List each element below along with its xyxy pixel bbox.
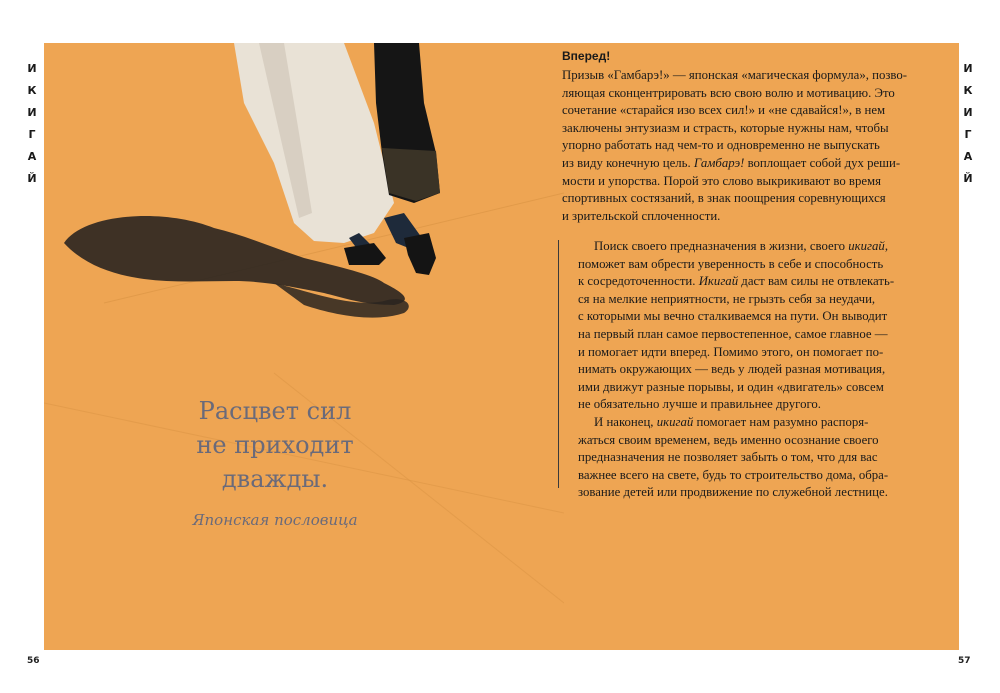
- text-line: [578, 467, 944, 485]
- quote-source: Японская пословица: [192, 511, 358, 529]
- text-line: мости и упорства. Порой это слово выкрикивают во время: [562, 173, 882, 188]
- text-run: к сосредоточенности.: [578, 274, 699, 289]
- italic-term: икигай: [656, 414, 694, 429]
- text-run: не обязательно лучше и правильнее другого.: [578, 397, 821, 412]
- italic-term: Гамбарэ!: [693, 155, 745, 170]
- text-line: Призыв «Гамбарэ!» — японская «магическая формула», позво-: [562, 68, 908, 82]
- header-letter: Г: [964, 128, 972, 141]
- running-header-left: [22, 58, 42, 190]
- text-line: [578, 396, 944, 414]
- text-run: важнее всего на свете, будь то строительство дома, обра-: [578, 467, 889, 482]
- text-line: упорно работать над чем-то и одновременно не выпускать: [562, 138, 880, 153]
- quote-line: Расцвет сил: [198, 397, 352, 425]
- italic-term: Икигай: [698, 274, 739, 289]
- text-run: ими движут разные порывы, и один «двигатель» совсем: [578, 379, 884, 394]
- text-line: [578, 256, 944, 274]
- header-letter: К: [27, 84, 37, 97]
- text-run: зование детей или продвижение по служебной лестнице.: [578, 485, 888, 500]
- text-line: [578, 361, 944, 379]
- text-line: [562, 155, 944, 173]
- text-run: И наконец,: [594, 414, 657, 429]
- vertical-rule: [558, 240, 559, 488]
- section-title: Вперед!: [562, 49, 611, 63]
- header-letter: Г: [28, 128, 36, 141]
- text-run: и помогает идти вперед. Помимо этого, он помогает по-: [578, 344, 884, 359]
- section-paragraph: [562, 67, 944, 225]
- text-line: [578, 291, 944, 309]
- body-paragraph-2: [578, 414, 944, 502]
- epigraph-quote: [160, 394, 390, 530]
- text-line: заключены энтузиазм и страсть, которые нужны нам, чтобы: [562, 120, 889, 135]
- body-text: [578, 238, 944, 502]
- text-line: и зрительской сплоченности.: [562, 208, 721, 223]
- italic-term: икигай: [848, 239, 885, 253]
- text-run: поможет вам обрести уверенность в себе и способность: [578, 256, 884, 271]
- header-letter: А: [963, 150, 973, 163]
- text-run: на первый план самое первостепенное, самое главное —: [578, 326, 888, 341]
- quote-line: не приходит: [196, 431, 354, 459]
- walking-person-photo: [44, 43, 564, 650]
- header-letter: И: [27, 106, 37, 119]
- text-line: [578, 238, 944, 256]
- header-letter: И: [27, 62, 37, 75]
- text-run: с которыми мы вечно сталкиваемся на пути. Он выводит: [578, 309, 888, 324]
- page-number-left: 56: [27, 656, 40, 666]
- text-line: [578, 432, 944, 450]
- text-run: Поиск своего предназначения в жизни, своего: [594, 239, 849, 253]
- header-letter: Й: [963, 172, 973, 185]
- text-run: из виду конечную цель.: [562, 155, 691, 170]
- page-number-right: 57: [958, 656, 971, 666]
- header-letter: Й: [27, 172, 37, 185]
- text-line: ляющая сконцентрировать всю свою волю и мотивацию. Это: [562, 85, 895, 100]
- text-line: [578, 484, 944, 502]
- text-run: нимать окружающих — ведь у людей разная мотивация,: [578, 362, 886, 377]
- text-line: [578, 449, 944, 467]
- text-run: ,: [884, 239, 889, 253]
- header-letter: И: [963, 106, 973, 119]
- text-line: [578, 308, 944, 326]
- body-paragraph-1: [578, 238, 944, 414]
- text-run: ся на мелкие неприятности, не грызть себя за неудачи,: [578, 291, 876, 306]
- text-run: жаться своим временем, ведь именно осознание своего: [578, 432, 879, 447]
- text-line: [578, 379, 944, 397]
- text-run: предназначения не позволяет забыть о том, что для вас: [578, 450, 878, 465]
- text-run: даст вам силы не отвлекать-: [738, 274, 895, 289]
- header-letter: К: [963, 84, 973, 97]
- text-run: воплощает собой дух реши-: [744, 155, 901, 170]
- text-line: спортивных состязаний, в знак поощрения соревнующихся: [562, 191, 886, 206]
- text-line: [578, 414, 944, 432]
- text-line: [578, 273, 944, 291]
- text-line: [578, 326, 944, 344]
- header-letter: И: [963, 62, 973, 75]
- header-letter: А: [27, 150, 37, 163]
- quote-line: дважды.: [221, 465, 329, 493]
- text-line: сочетание «старайся изо всех сил!» и «не сдавайся!», в нем: [562, 103, 886, 118]
- text-line: [578, 344, 944, 362]
- running-header-right: [958, 58, 978, 190]
- text-run: помогает нам разумно распоря-: [693, 414, 869, 429]
